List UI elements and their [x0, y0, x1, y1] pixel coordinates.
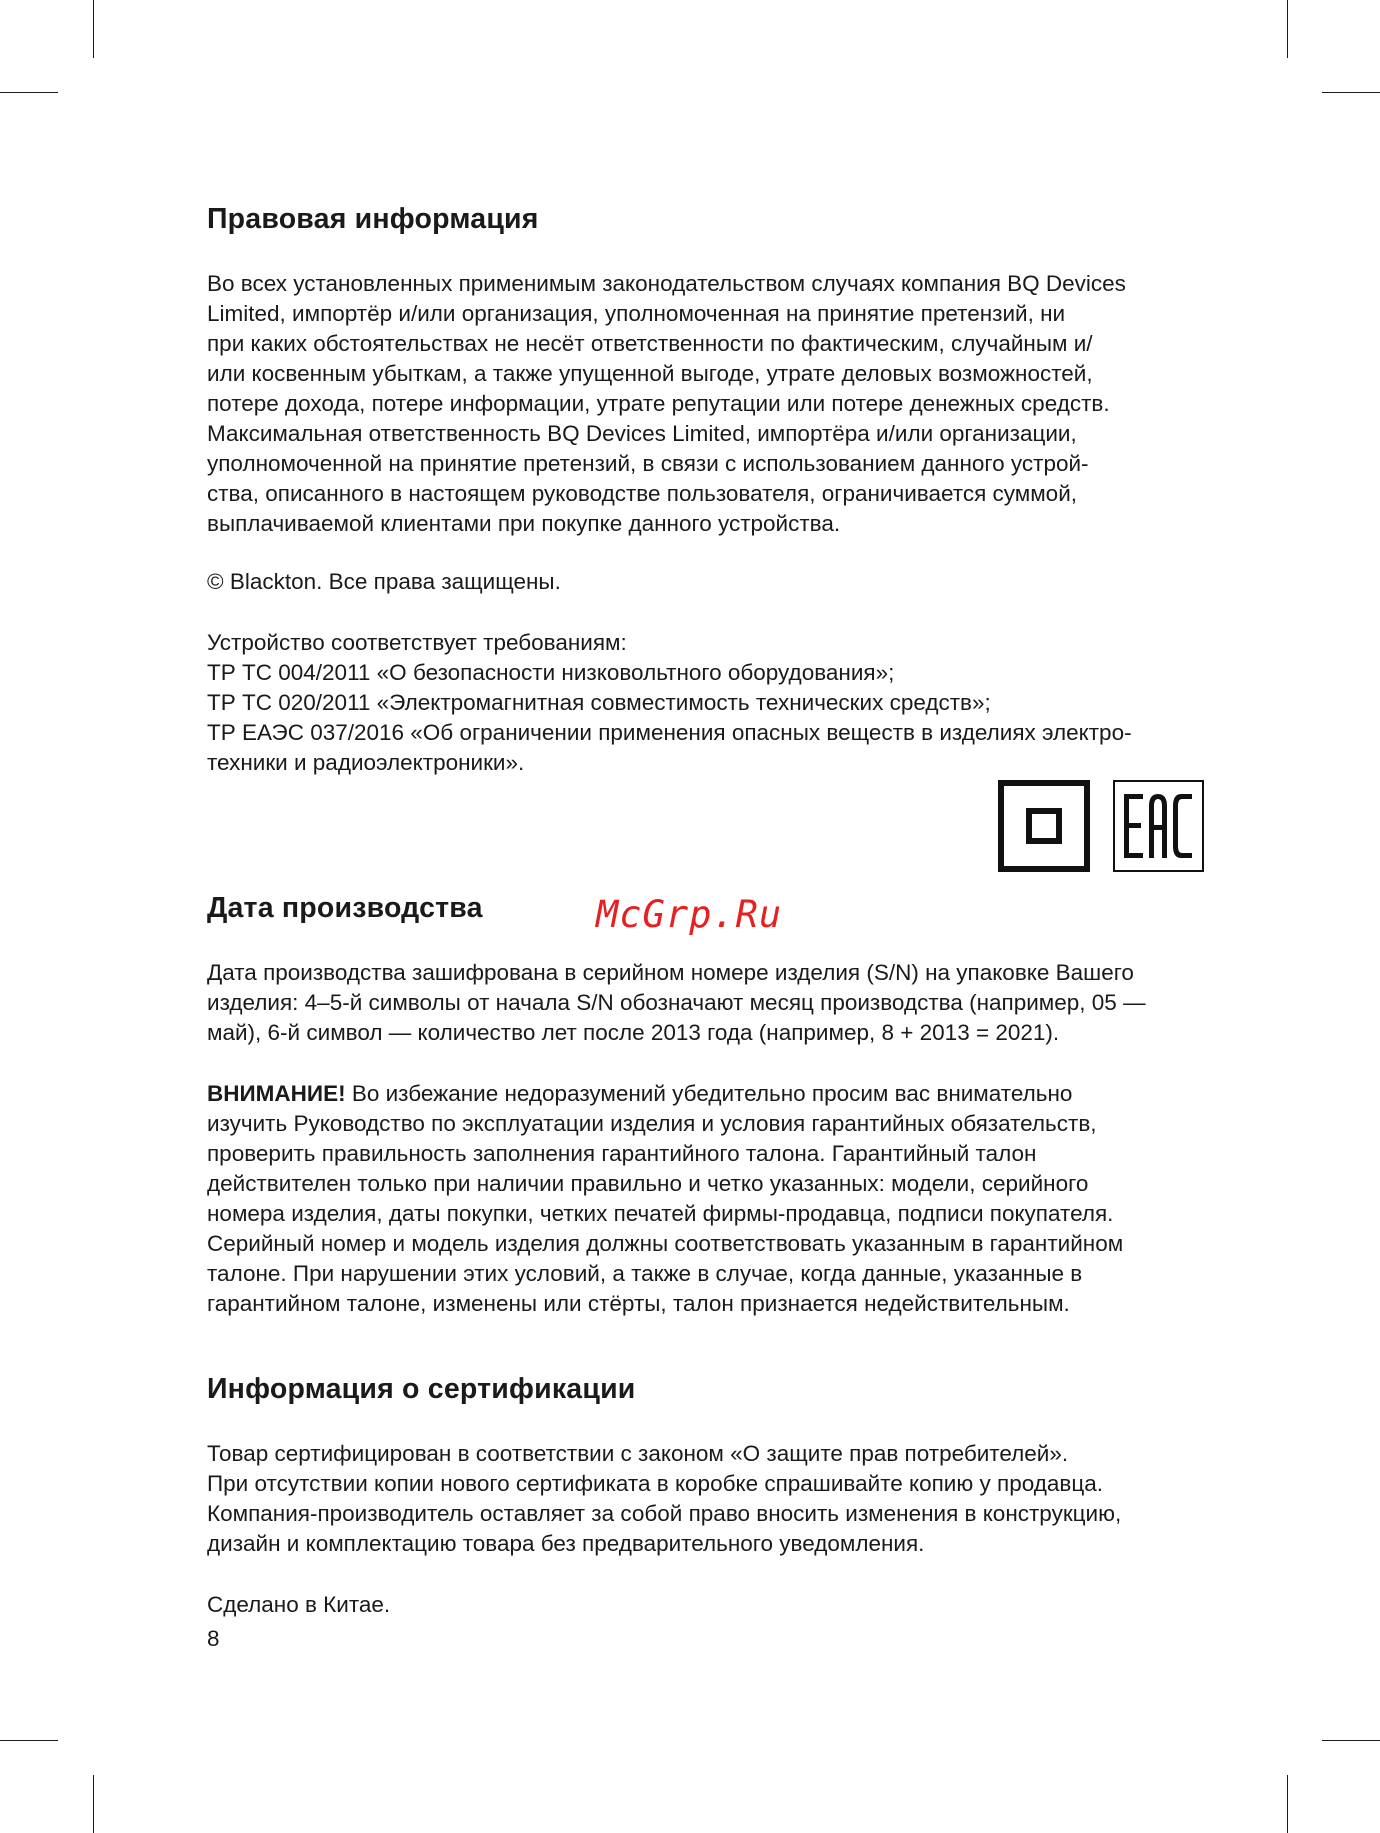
double-insulation-icon: [998, 780, 1090, 872]
text-line: талоне. При нарушении этих условий, а также в случае, когда данные, указанные в: [207, 1261, 1083, 1286]
crop-mark-top-left-vertical: [93, 0, 94, 58]
text-line: Во всех установленных применимым законодательством случаях компания BQ Devices: [207, 271, 1126, 296]
text-line: ства, описанного в настоящем руководстве пользователя, ограничивается суммой,: [207, 481, 1078, 506]
text-line: или косвенным убыткам, а также упущенной выгоде, утрате деловых возможностей,: [207, 361, 1093, 386]
warning-label: ВНИМАНИЕ!: [207, 1081, 346, 1106]
text-line: Дата производства зашифрована в серийном номере изделия (S/N) на упаковке Вашего: [207, 960, 1134, 985]
warning-first-line: Во избежание недоразумений убедительно просим вас внимательно: [345, 1081, 1073, 1106]
text-line: при каких обстоятельствах не несёт ответственности по фактическим, случайным и/: [207, 331, 1093, 356]
text-line: действителен только при наличии правильно и четко указанных: модели, серийного: [207, 1171, 1089, 1196]
text-line: ТР ТС 004/2011 «О безопасности низковольтного оборудования»;: [207, 660, 895, 685]
text-line: гарантийном талоне, изменены или стёрты, талон признается недействительным.: [207, 1291, 1070, 1316]
watermark-text: McGrp.Ru: [596, 893, 783, 936]
text-line: Компания-производитель оставляет за собой право вносить изменения в конструкцию,: [207, 1501, 1122, 1526]
text-line: Серийный номер и модель изделия должны соответствовать указанным в гарантийном: [207, 1231, 1124, 1256]
crop-mark-top-right-horizontal: [1322, 92, 1380, 93]
copyright-line: © Blackton. Все права защищены.: [207, 569, 561, 594]
crop-mark-bottom-right-horizontal: [1322, 1740, 1380, 1741]
legal-heading: Правовая информация: [207, 203, 539, 235]
made-in-line: Сделано в Китае.: [207, 1592, 391, 1617]
text-line: выплачиваемой клиентами при покупке данного устройства.: [207, 511, 841, 536]
text-line: Максимальная ответственность BQ Devices Limited, импортёра и/или организации,: [207, 421, 1077, 446]
warning-paragraph: [207, 1079, 1123, 1319]
crop-mark-top-right-vertical: [1287, 0, 1288, 58]
crop-mark-top-left-horizontal: [0, 92, 58, 93]
text-line: уполномоченной на принятие претензий, в связи с использованием данного устрой-: [207, 451, 1089, 476]
text-line: ТР ЕАЭС 037/2016 «Об ограничении применения опасных веществ в изделиях электро-: [207, 720, 1132, 745]
double-insulation-inner-square: [1026, 808, 1062, 844]
text-line: номера изделия, даты покупки, четких печатей фирмы-продавца, подписи покупателя.: [207, 1201, 1114, 1226]
production-heading: Дата производства: [207, 892, 483, 924]
crop-mark-bottom-left-horizontal: [0, 1740, 58, 1741]
text-line: ТР ТС 020/2011 «Электромагнитная совместимость технических средств»;: [207, 690, 991, 715]
text-line: изучить Руководство по эксплуатации изделия и условия гарантийных обязательств,: [207, 1111, 1097, 1136]
eac-logo: [1113, 780, 1204, 872]
text-line: май), 6-й символ — количество лет после 2013 года (например, 8 + 2013 = 2021).: [207, 1020, 1060, 1045]
text-line: Устройство соответствует требованиям:: [207, 630, 627, 655]
text-line: При отсутствии копии нового сертификата в коробке спрашивайте копию у продавца.: [207, 1471, 1103, 1496]
certification-heading: Информация о сертификации: [207, 1373, 636, 1405]
crop-mark-bottom-right-vertical: [1287, 1775, 1288, 1833]
eac-logo-glyphs: [1115, 782, 1202, 870]
text-line: изделия: 4–5-й символы от начала S/N обозначают месяц производства (например, 05 —: [207, 990, 1146, 1015]
text-line: техники и радиоэлектроники».: [207, 750, 525, 775]
crop-mark-bottom-left-vertical: [93, 1775, 94, 1833]
text-line: [207, 1079, 1123, 1109]
text-line: дизайн и комплектацию товара без предварительного уведомления.: [207, 1531, 925, 1556]
text-line: Limited, импортёр и/или организация, уполномоченная на принятие претензий, ни: [207, 301, 1066, 326]
compliance-paragraph: [207, 628, 1132, 778]
certification-paragraph: [207, 1439, 1121, 1559]
text-line: Товар сертифицирован в соответствии с законом «О защите прав потребителей».: [207, 1441, 1069, 1466]
page-number: 8: [207, 1626, 220, 1651]
text-line: проверить правильность заполнения гарантийного талона. Гарантийный талон: [207, 1141, 1037, 1166]
production-paragraph: [207, 958, 1146, 1048]
legal-paragraph: [207, 269, 1126, 539]
text-line: потере дохода, потере информации, утрате репутации или потере денежных средств.: [207, 391, 1110, 416]
